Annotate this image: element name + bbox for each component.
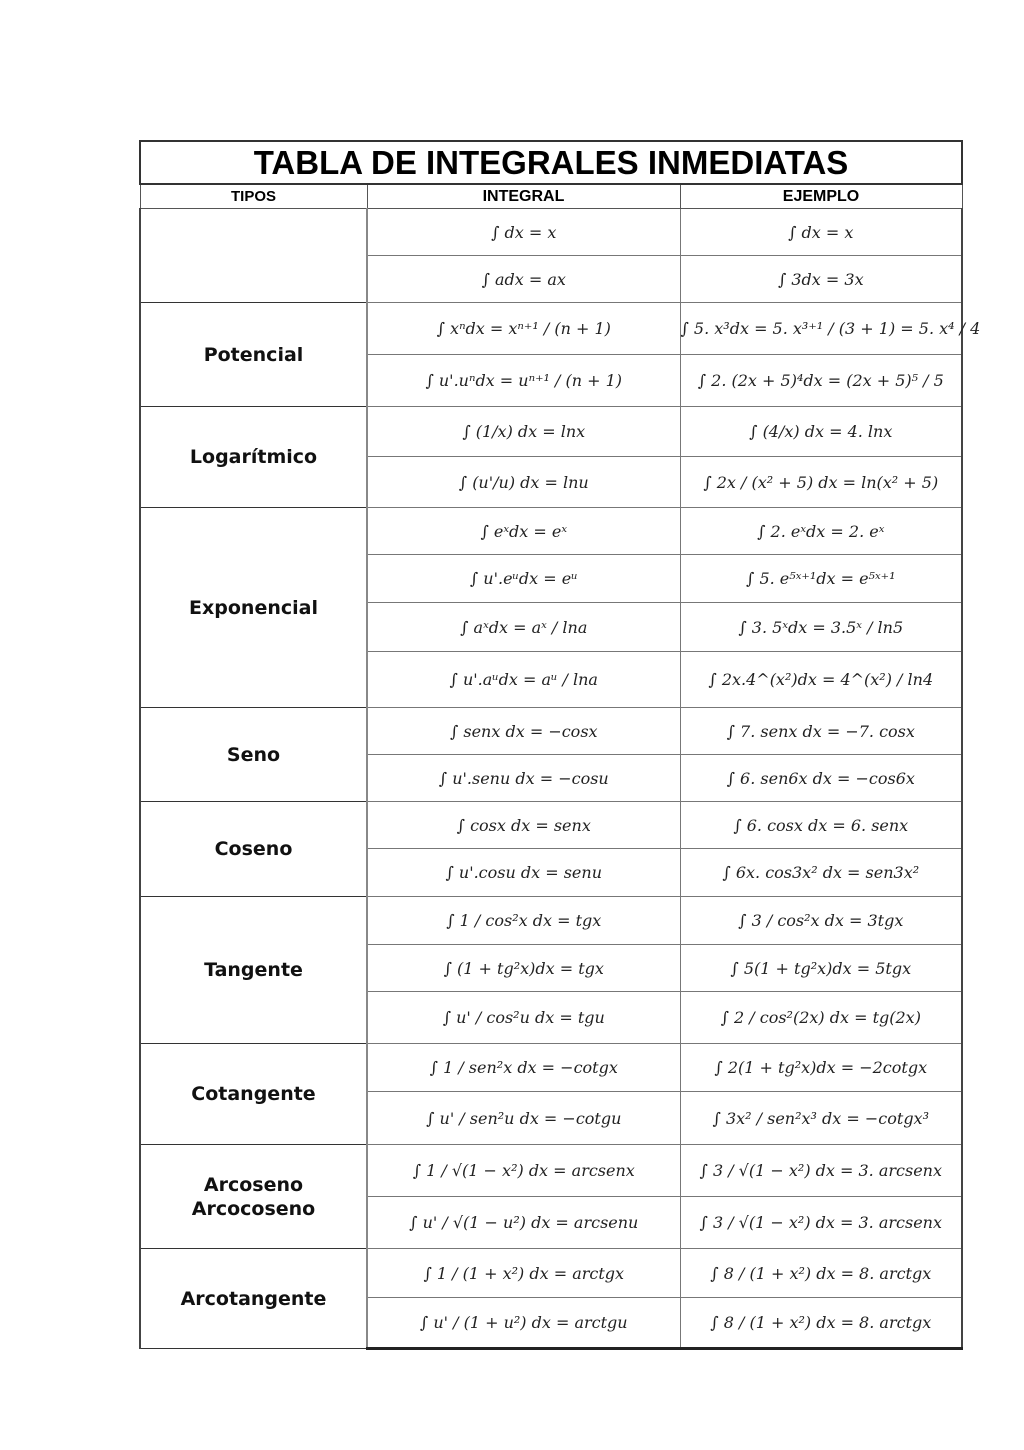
- example-formula: ∫ 2. eˣdx = 2. eˣ: [680, 508, 962, 555]
- type-label-arcoseno-arcocoseno: [140, 1145, 367, 1249]
- example-formula: ∫ 3 / √(1 − x²) dx = 3. arcsenx: [680, 1197, 962, 1249]
- integral-formula: ∫ u' / sen²u dx = −cotgu: [367, 1092, 680, 1145]
- type-label-exponencial: Exponencial: [140, 508, 367, 708]
- example-formula: ∫ 6x. cos3x² dx = sen3x²: [680, 849, 962, 897]
- example-formula: ∫ 3 / √(1 − x²) dx = 3. arcsenx: [680, 1145, 962, 1197]
- example-formula: ∫ 5. e⁵ˣ⁺¹dx = e⁵ˣ⁺¹: [680, 555, 962, 603]
- type-label-arcocoseno: Arcocoseno: [191, 1197, 316, 1220]
- integral-formula: ∫ (1/x) dx = lnx: [367, 407, 680, 457]
- page-title: TABLA DE INTEGRALES INMEDIATAS: [140, 141, 962, 184]
- example-formula: ∫ 7. senx dx = −7. cosx: [680, 708, 962, 755]
- integral-formula: ∫ u' / cos²u dx = tgu: [367, 992, 680, 1044]
- example-formula: ∫ dx = x: [680, 209, 962, 256]
- example-formula: ∫ 6. sen6x dx = −cos6x: [680, 755, 962, 802]
- integral-formula: ∫ aˣdx = aˣ / lna: [367, 603, 680, 652]
- type-label-logaritmico: Logarítmico: [140, 407, 367, 508]
- column-header-ejemplo: EJEMPLO: [680, 184, 962, 209]
- type-label-cotangente: Cotangente: [140, 1044, 367, 1145]
- integral-formula: ∫ u'.eᵘdx = eᵘ: [367, 555, 680, 603]
- integral-formula: ∫ xⁿdx = xⁿ⁺¹ / (n + 1): [367, 303, 680, 355]
- integral-formula: ∫ (1 + tg²x)dx = tgx: [367, 945, 680, 992]
- integral-formula: ∫ 1 / sen²x dx = −cotgx: [367, 1044, 680, 1092]
- integral-formula: ∫ u'.aᵘdx = aᵘ / lna: [367, 652, 680, 708]
- column-header-tipos: TIPOS: [140, 184, 367, 209]
- example-formula: ∫ 5(1 + tg²x)dx = 5tgx: [680, 945, 962, 992]
- example-formula: ∫ 3x² / sen²x³ dx = −cotgx³: [680, 1092, 962, 1145]
- example-formula: ∫ 8 / (1 + x²) dx = 8. arctgx: [680, 1249, 962, 1298]
- integral-formula: ∫ 1 / √(1 − x²) dx = arcsenx: [367, 1145, 680, 1197]
- type-label-arcoseno: Arcoseno: [203, 1173, 304, 1196]
- type-label-seno: Seno: [140, 708, 367, 802]
- integral-formula: ∫ eˣdx = eˣ: [367, 508, 680, 555]
- type-label-tangente: Tangente: [140, 897, 367, 1044]
- type-label-arcotangente: Arcotangente: [140, 1249, 367, 1349]
- example-formula: ∫ 2x / (x² + 5) dx = ln(x² + 5): [680, 457, 962, 508]
- example-formula: ∫ 3 / cos²x dx = 3tgx: [680, 897, 962, 945]
- example-formula: ∫ 6. cosx dx = 6. senx: [680, 802, 962, 849]
- example-formula: ∫ 3dx = 3x: [680, 256, 962, 303]
- type-label-coseno: Coseno: [140, 802, 367, 897]
- integral-formula: ∫ 1 / (1 + x²) dx = arctgx: [367, 1249, 680, 1298]
- example-formula: ∫ 2. (2x + 5)⁴dx = (2x + 5)⁵ / 5: [680, 355, 962, 407]
- example-formula: ∫ 2(1 + tg²x)dx = −2cotgx: [680, 1044, 962, 1092]
- integral-formula: ∫ cosx dx = senx: [367, 802, 680, 849]
- integrals-table-sheet: [139, 140, 981, 1350]
- integral-formula: ∫ senx dx = −cosx: [367, 708, 680, 755]
- integrals-table: [139, 140, 981, 1350]
- example-formula: ∫ (4/x) dx = 4. lnx: [680, 407, 962, 457]
- integral-formula: ∫ (u'/u) dx = lnu: [367, 457, 680, 508]
- integral-formula: ∫ u'.cosu dx = senu: [367, 849, 680, 897]
- integral-formula: ∫ u' / (1 + u²) dx = arctgu: [367, 1298, 680, 1349]
- type-label-basic: [140, 209, 367, 303]
- example-formula: ∫ 5. x³dx = 5. x³⁺¹ / (3 + 1) = 5. x⁴ / 4: [680, 303, 962, 355]
- integral-formula: ∫ 1 / cos²x dx = tgx: [367, 897, 680, 945]
- example-formula: ∫ 2x.4^(x²)dx = 4^(x²) / ln4: [680, 652, 962, 708]
- integral-formula: ∫ adx = ax: [367, 256, 680, 303]
- integral-formula: ∫ dx = x: [367, 209, 680, 256]
- integral-formula: ∫ u'.senu dx = −cosu: [367, 755, 680, 802]
- integral-formula: ∫ u' / √(1 − u²) dx = arcsenu: [367, 1197, 680, 1249]
- integral-formula: ∫ u'.uⁿdx = uⁿ⁺¹ / (n + 1): [367, 355, 680, 407]
- example-formula: ∫ 2 / cos²(2x) dx = tg(2x): [680, 992, 962, 1044]
- type-label-potencial: Potencial: [140, 303, 367, 407]
- example-formula: ∫ 3. 5ˣdx = 3.5ˣ / ln5: [680, 603, 962, 652]
- example-formula: ∫ 8 / (1 + x²) dx = 8. arctgx: [680, 1298, 962, 1349]
- column-header-integral: INTEGRAL: [367, 184, 680, 209]
